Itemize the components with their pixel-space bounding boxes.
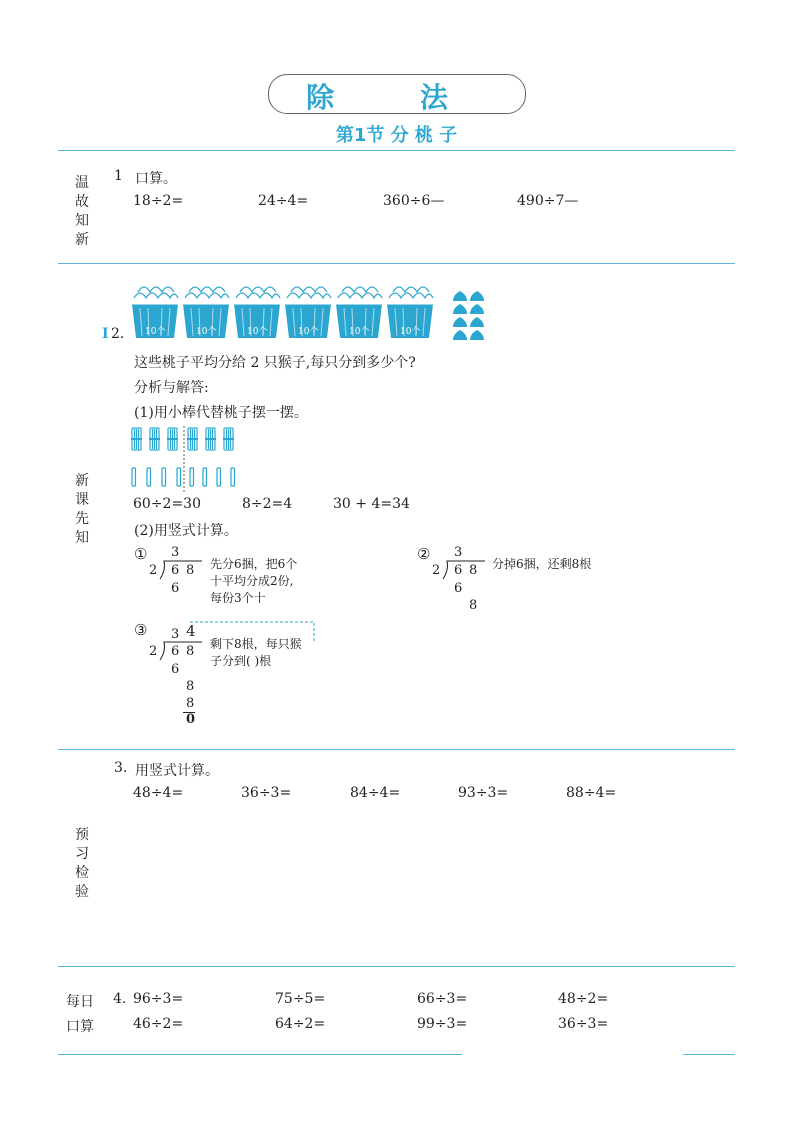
- problem-number-3: 3.: [114, 760, 128, 776]
- instruction-3: 用竖式计算。: [135, 763, 219, 779]
- circle-mark: ③: [134, 621, 148, 639]
- daily-problem: 64÷2=: [275, 1016, 326, 1032]
- final-digit: 0: [186, 712, 196, 727]
- equation: 8÷2=4: [242, 496, 293, 512]
- basket-label: 10个: [247, 327, 268, 337]
- warmup-problem: 18÷2=: [133, 193, 184, 209]
- warmup-problem: 24÷4=: [258, 193, 309, 209]
- problem-number-1: 1: [114, 168, 123, 184]
- analysis-label: 分析与解答:: [134, 380, 209, 396]
- basket-label: 10个: [298, 327, 319, 337]
- preview-problem: 93÷3=: [458, 785, 509, 801]
- preview-problem: 88÷4=: [566, 785, 617, 801]
- long-division-bracket: [441, 560, 487, 580]
- daily-problem: 46÷2=: [133, 1016, 184, 1032]
- subtract-digit: 6: [171, 662, 180, 677]
- quotient-digit: 4: [186, 622, 196, 640]
- dividend-digit: 8: [186, 644, 195, 659]
- equation: 60÷2=30: [133, 496, 201, 512]
- divider: [58, 150, 735, 151]
- note-line: 子分到( )根: [210, 654, 272, 668]
- quotient-digit: 3: [171, 627, 180, 642]
- section-subtitle: 第1节 分 桃 子: [335, 125, 458, 146]
- quotient-digit: 3: [454, 545, 463, 560]
- dividend-digit: 6: [171, 644, 180, 659]
- daily-problem: 99÷3=: [417, 1016, 468, 1032]
- side-label-daily-bottom: 口算: [66, 1019, 94, 1035]
- warmup-problem: 360÷6—: [383, 193, 445, 209]
- footer-line: [683, 1054, 735, 1055]
- divider: [58, 263, 735, 264]
- subtract-digit: 6: [454, 581, 463, 596]
- long-division-bracket: [158, 641, 204, 661]
- note-line: 剩下8根，每只猴: [210, 637, 302, 651]
- divider: [58, 749, 735, 750]
- note-line: 先分6捆，把6个: [210, 557, 298, 571]
- loose-peaches: [452, 290, 488, 344]
- note-line: 每份3个十: [210, 591, 266, 605]
- divider: [58, 966, 735, 967]
- remainder-digit: 8: [469, 598, 478, 613]
- side-label-daily-top: 每日: [66, 994, 94, 1010]
- basket-label: 10个: [196, 327, 217, 337]
- daily-problem: 36÷3=: [558, 1016, 609, 1032]
- dividend-digit: 8: [186, 563, 195, 578]
- daily-problem: 66÷3=: [417, 991, 468, 1007]
- side-label-preview: 预习检验: [75, 827, 89, 900]
- preview-problem: 36÷3=: [241, 785, 292, 801]
- subtract-digit: 8: [186, 696, 195, 711]
- footer-line: [58, 1054, 462, 1055]
- note-line: 分掉6捆，还剩8根: [492, 557, 592, 571]
- dividend-digit: 8: [469, 563, 478, 578]
- long-division-bracket: [158, 560, 204, 580]
- preview-problem: 84÷4=: [350, 785, 401, 801]
- problem-number-2-text: 2.: [111, 326, 125, 342]
- divisor: 2: [149, 563, 158, 578]
- page-title: 除 法: [306, 81, 486, 114]
- stick-bundles: [130, 426, 242, 492]
- circle-mark: ②: [417, 545, 431, 563]
- basket-label: 10个: [349, 327, 370, 337]
- quotient-digit: 3: [171, 545, 180, 560]
- problem-number-4: 4.: [113, 991, 127, 1007]
- basket-label: 10个: [400, 327, 421, 337]
- daily-problem: 48÷2=: [558, 991, 609, 1007]
- equation: 30 + 4=34: [333, 496, 410, 512]
- dividend-digit: 6: [454, 563, 463, 578]
- subtract-digit: 6: [171, 581, 180, 596]
- divisor: 2: [149, 644, 158, 659]
- instruction-1: 口算。: [135, 171, 177, 187]
- side-label-warmup: 温故知新: [75, 175, 89, 248]
- step1-text: (1)用小棒代替桃子摆一摆。: [134, 405, 308, 421]
- daily-problem: 75÷5=: [275, 991, 326, 1007]
- problem-number-2: I: [102, 326, 109, 342]
- remainder-digit: 8: [186, 679, 195, 694]
- preview-problem: 48÷4=: [133, 785, 184, 801]
- circle-mark: ①: [134, 545, 148, 563]
- basket-label: 10个: [145, 327, 166, 337]
- side-label-newlesson: 新课先知: [75, 473, 89, 546]
- note-line: 十平均分成2份,: [210, 574, 294, 588]
- step2-text: (2)用竖式计算。: [134, 523, 238, 539]
- divisor: 2: [432, 563, 441, 578]
- daily-problem: 96÷3=: [133, 991, 184, 1007]
- warmup-problem: 490÷7—: [517, 193, 579, 209]
- question-text: 这些桃子平均分给 2 只猴子,每只分到多少个?: [134, 355, 416, 371]
- dividend-digit: 6: [171, 563, 180, 578]
